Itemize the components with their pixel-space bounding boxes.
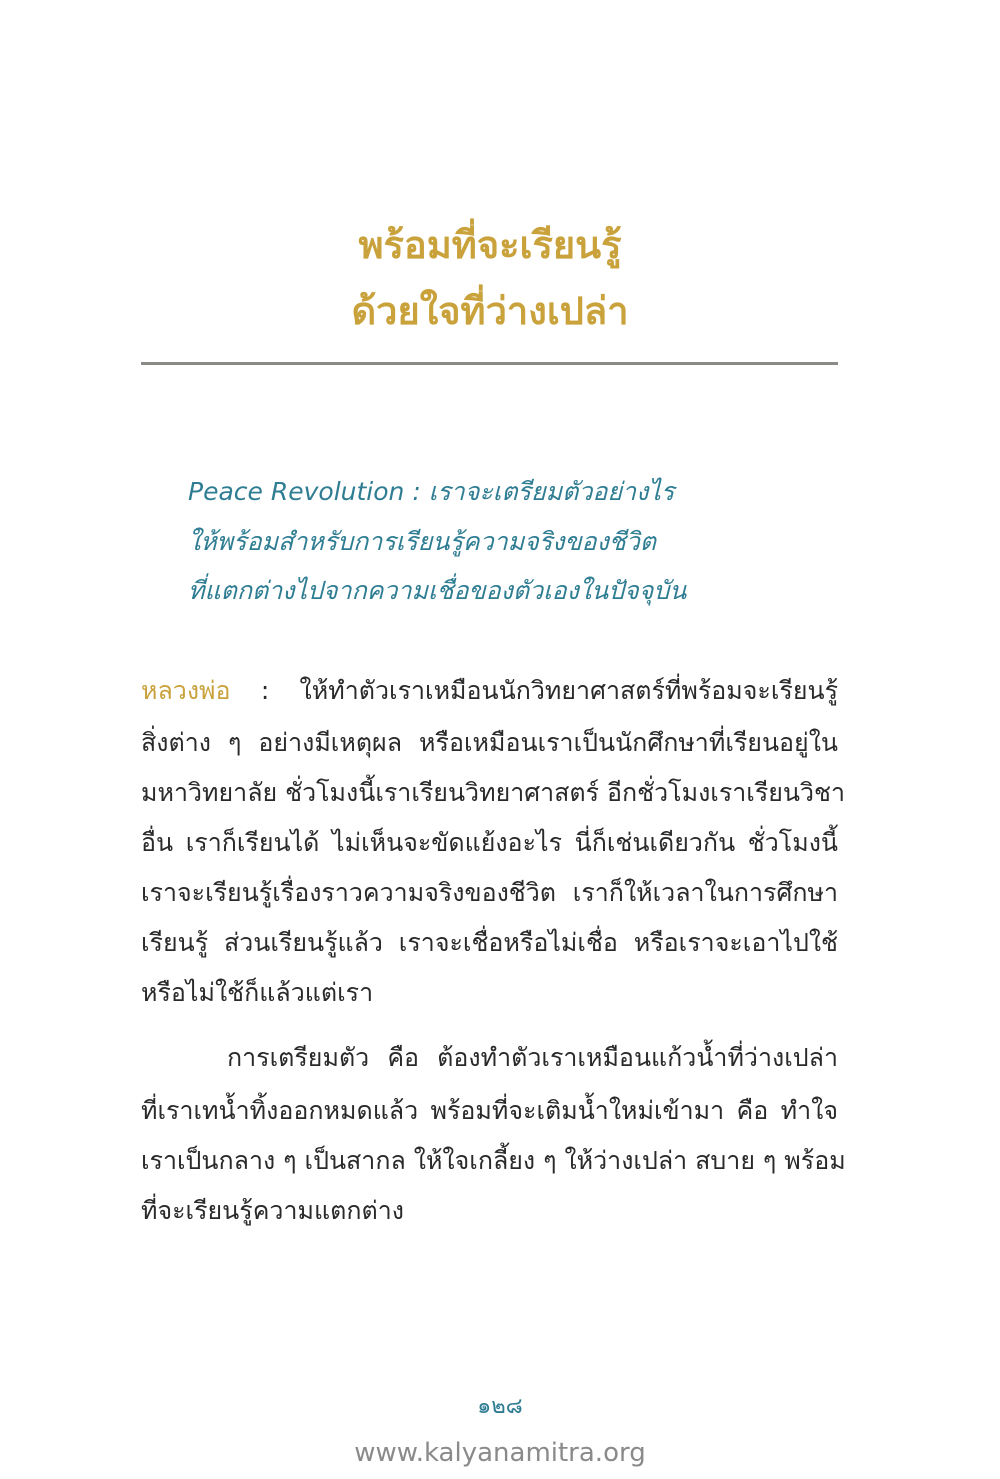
question-line: Peace Revolution : เราจะเตรียมตัวอย่างไร	[188, 477, 675, 506]
answer-line: ที่จะเรียนรู้ความแตกต่าง	[141, 1196, 404, 1225]
page-title-line-1: พร้อมที่จะเรียนรู้	[358, 223, 622, 267]
answer-line: หรือไม่ใช้ก็แล้วแต่เรา	[141, 978, 374, 1007]
answer-line: เรียนรู้ ส่วนเรียนรู้แล้ว เราจะเชื่อหรือไม่เชื่อ หรือเราจะเอาไปใช้	[141, 928, 838, 957]
question-line: ให้พร้อมสำหรับการเรียนรู้ความจริงของชีวิต	[188, 527, 657, 556]
page-number: ๑๒๘	[477, 1394, 523, 1419]
answer-line: เราจะเรียนรู้เรื่องราวความจริงของชีวิต เราก็ให้เวลาในการศึกษา	[141, 878, 838, 907]
answer-line: การเตรียมตัว คือ ต้องทำตัวเราเหมือนแก้วน้ำที่ว่างเปล่า	[227, 1043, 838, 1072]
title-divider	[141, 362, 838, 365]
question-line: ที่แตกต่างไปจากความเชื่อของตัวเองในปัจจุบัน	[188, 576, 687, 605]
answer-line: ที่เราเทน้ำทิ้งออกหมดแล้ว พร้อมที่จะเติมน้ำใหม่เข้ามา คือ ทำใจ	[141, 1096, 838, 1125]
website-url: www.kalyanamitra.org	[354, 1438, 646, 1468]
answer-line: อื่น เราก็เรียนได้ ไม่เห็นจะขัดแย้งอะไร นี่ก็เช่นเดียวกัน ชั่วโมงนี้	[141, 828, 838, 857]
answer-line: สิ่งต่าง ๆ อย่างมีเหตุผล หรือเหมือนเราเป็นนักศึกษาที่เรียนอยู่ใน	[141, 728, 838, 757]
speaker-label: หลวงพ่อ	[141, 676, 231, 705]
answer-first-line	[141, 678, 838, 703]
speaker-separator: :	[230, 676, 300, 705]
page-title-line-2: ด้วยใจที่ว่างเปล่า	[351, 289, 629, 333]
answer-line: เราเป็นกลาง ๆ เป็นสากล ให้ใจเกลี้ยง ๆ ให้ว่างเปล่า สบาย ๆ พร้อม	[141, 1146, 846, 1175]
answer-line: มหาวิทยาลัย ชั่วโมงนี้เราเรียนวิทยาศาสตร์ อีกชั่วโมงเราเรียนวิชา	[141, 778, 846, 807]
answer-text: ให้ทำตัวเราเหมือนนักวิทยาศาสตร์ที่พร้อมจะเรียนรู้	[299, 676, 838, 705]
